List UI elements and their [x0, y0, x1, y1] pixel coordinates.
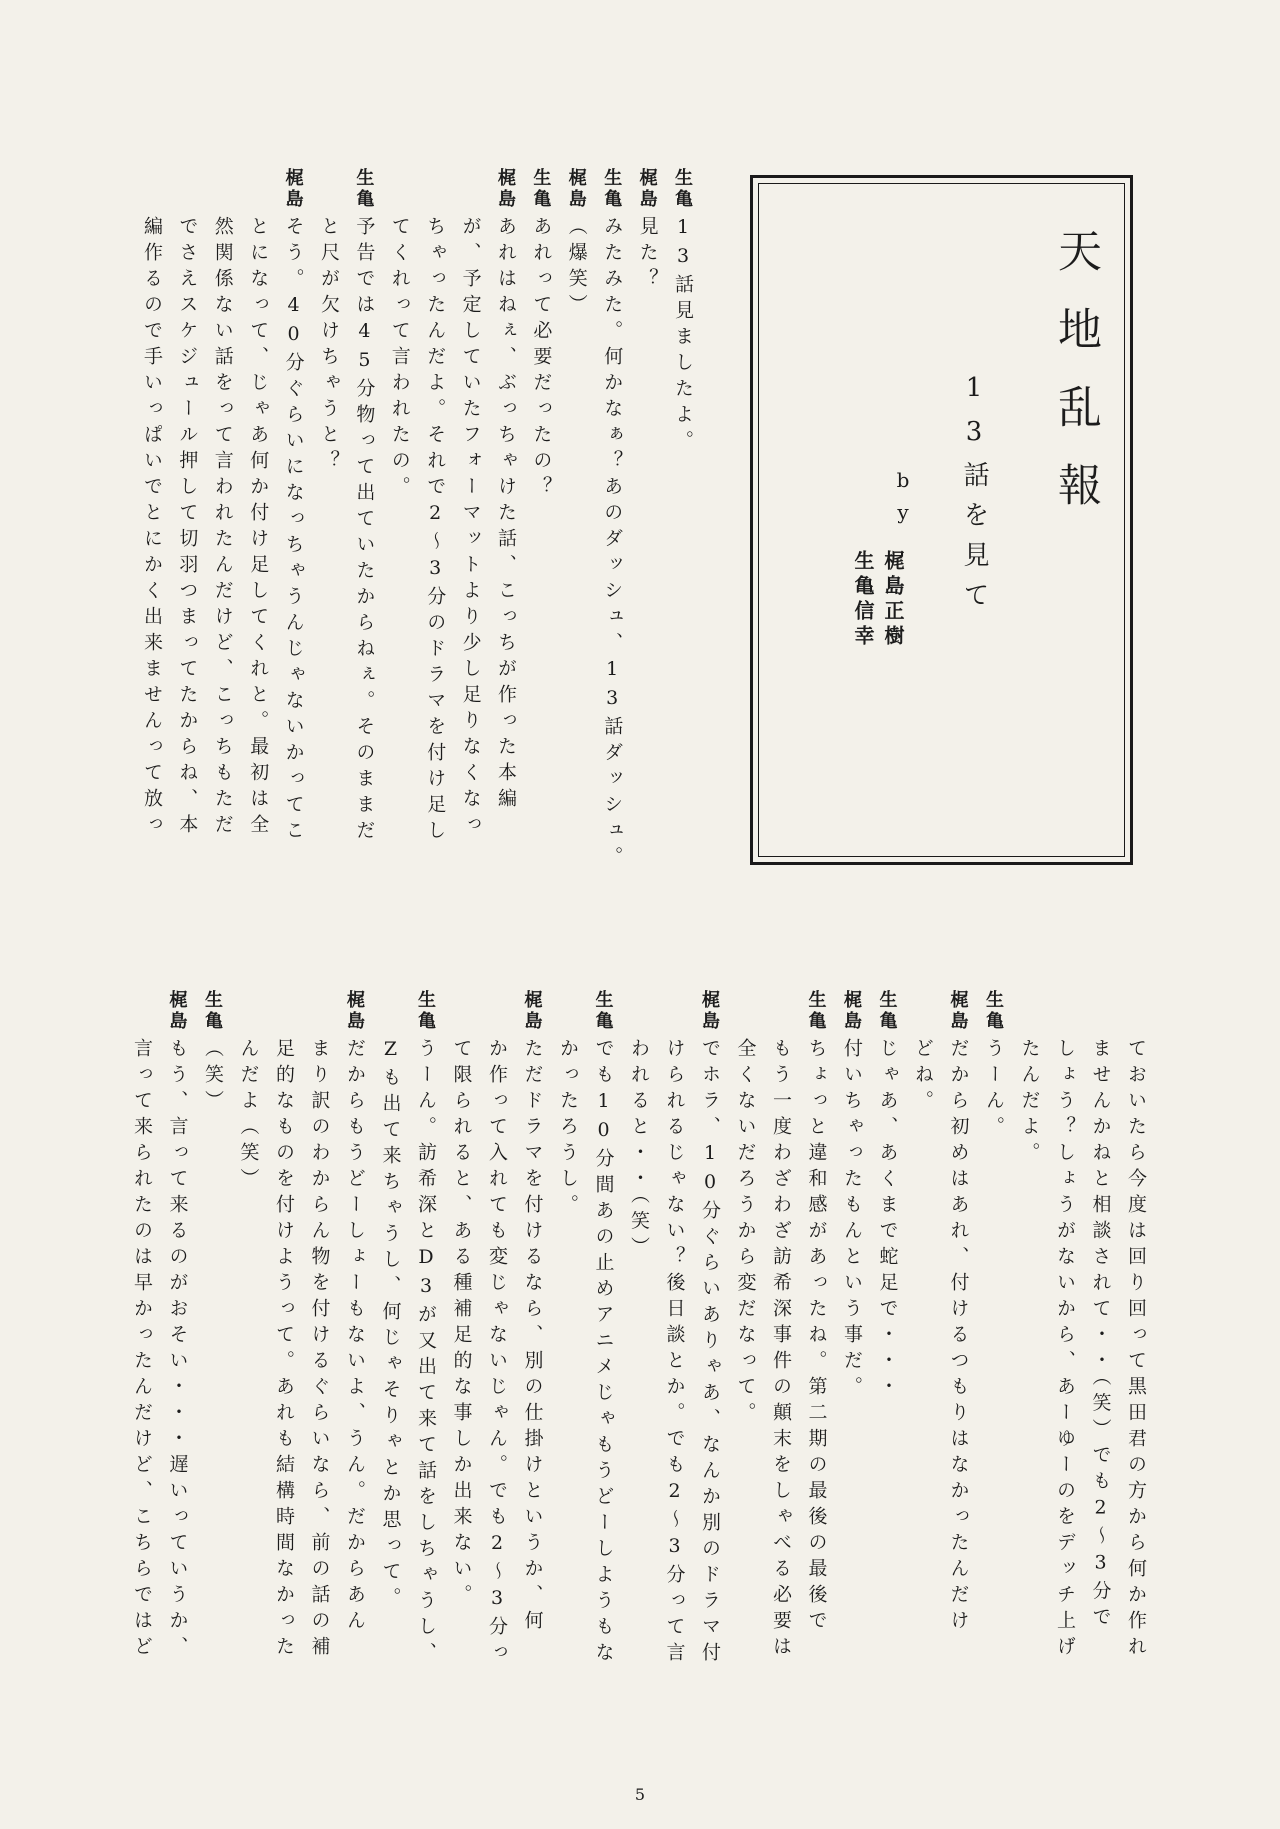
- dialogue-line: しょう？しょうがないから、あーゆーのをデッチ上げ: [1054, 1038, 1076, 1662]
- dialogue-line: もう、言って来るのがおそい・・・遅いっていうか、: [166, 1038, 189, 1662]
- speaker-label: 生亀: [983, 990, 1004, 1032]
- dialogue-line: みたみた。何かなぁ？あのダッシュ、13話ダッシュ。: [601, 216, 624, 872]
- dialogue-line: だからもうどーしょーもないよ、うん。だからあん: [344, 1038, 366, 1636]
- speaker-label: 生亀: [601, 168, 623, 210]
- dialogue-line: うーん。: [983, 1038, 1005, 1142]
- speaker-label: 生亀: [415, 990, 436, 1032]
- dialogue-line: んだよ（笑）: [237, 1038, 260, 1194]
- dialogue-line: もう一度わざわざ訪希深事件の顛末をしゃべる必要は: [770, 1038, 792, 1662]
- author-1: 梶島正樹: [881, 550, 905, 650]
- speaker-label: 生亀: [353, 168, 375, 210]
- dialogue-line: でも10分間あの止めアニメじゃもうどーしようもな: [592, 1038, 615, 1668]
- dialogue-line: われると・・（笑）: [628, 1038, 650, 1263]
- dialogue-line: ちゃったんだよ。それで2～3分のドラマを付け足し: [424, 216, 447, 846]
- dialogue-line: あれはねぇ、ぶっちゃけた話、こっちが作った本編: [495, 216, 517, 814]
- dialogue-line: 足的なものを付けようって。あれも結構時間なかった: [273, 1038, 295, 1662]
- speaker-label: 生亀: [876, 990, 898, 1032]
- speaker-label: 梶島: [565, 168, 587, 210]
- dialogue-line: じゃあ、あくまで蛇足で・・・: [876, 1038, 899, 1402]
- dialogue-line: て限られると、ある種補足的な事しか出来ない。: [450, 1038, 473, 1610]
- dialogue-line: たんだよ。: [1018, 1038, 1041, 1168]
- dialogue-line: うーん。訪希深とD3が又出て来て話をしちゃうし、: [415, 1038, 437, 1668]
- speaker-label: 生亀: [202, 990, 223, 1032]
- dialogue-line: 付いちゃったもんという事だ。: [841, 1038, 863, 1402]
- speaker-label: 生亀: [672, 168, 693, 210]
- dialogue-line: 然関係ない話をって言われたんだけど、こっちもただ: [211, 216, 234, 840]
- dialogue-line: でホラ、10分ぐらいありゃあ、なんか別のドラマ付: [699, 1038, 721, 1668]
- article-subtitle: 13話を見て: [959, 373, 989, 621]
- dialogue-line: けられるじゃない？後日談とか。でも2～3分って言: [663, 1038, 686, 1668]
- title-box: [750, 175, 1133, 865]
- dialogue-line: てくれって言われたの。: [388, 216, 411, 502]
- dialogue-line: ちょっと違和感があったね。第二期の最後の最後で: [805, 1038, 828, 1636]
- speaker-label: 梶島: [166, 990, 188, 1032]
- article-title: 天地乱報: [1050, 228, 1101, 540]
- dialogue-line: 見た？: [636, 216, 659, 294]
- dialogue-line: か作って入れても変じゃないじゃん。でも2～3分っ: [486, 1038, 508, 1668]
- dialogue-line: ておいたら今度は回り回って黒田君の方から何か作れ: [1125, 1038, 1147, 1662]
- dialogue-line: でさえスケジュール押して切羽つまってたからね、本: [176, 216, 199, 840]
- dialogue-line: 言って来られたのは早かったんだけど、こちらではど: [131, 1038, 153, 1662]
- dialogue-line: Zも出て来ちゃうし、何じゃそりゃとか思って。: [379, 1038, 402, 1613]
- byline: by: [891, 468, 915, 532]
- speaker-label: 生亀: [805, 990, 827, 1032]
- speaker-label: 梶島: [841, 990, 862, 1032]
- dialogue-line: どね。: [912, 1038, 934, 1116]
- speaker-label: 梶島: [636, 168, 658, 210]
- author-2: 生亀信幸: [851, 550, 875, 650]
- dialogue-line: そう。40分ぐらいになっちゃうんじゃないかってこ: [282, 216, 305, 846]
- dialogue-line: （爆笑）: [565, 216, 588, 320]
- dialogue-line: とになって、じゃあ何か付け足してくれと。最初は全: [247, 216, 270, 840]
- speaker-label: 梶島: [947, 990, 969, 1032]
- dialogue-line: 予告では45分物って出ていたからねぇ。そのままだ: [353, 216, 376, 846]
- speaker-label: 梶島: [282, 168, 304, 210]
- speaker-label: 梶島: [495, 168, 516, 210]
- speaker-label: 生亀: [530, 168, 552, 210]
- dialogue-line: まり訳のわからん物を付けるぐらいなら、前の話の補: [308, 1038, 331, 1662]
- speaker-label: 梶島: [699, 990, 720, 1032]
- dialogue-line: あれって必要だったの？: [530, 216, 553, 502]
- dialogue-line: が、予定していたフォーマットより少し足りなくなっ: [459, 216, 482, 840]
- dialogue-line: ただドラマを付けるなら、別の仕掛けというか、何: [521, 1038, 544, 1636]
- dialogue-line: 編作るので手いっぱいでとにかく出来ませんって放っ: [141, 216, 163, 840]
- dialogue-line: だから初めはあれ、付けるつもりはなかったんだけ: [947, 1038, 970, 1636]
- page-number: 5: [634, 1785, 646, 1804]
- dialogue-line: （笑）: [202, 1038, 224, 1116]
- dialogue-line: 13話見ましたよ。: [672, 216, 694, 456]
- dialogue-line: かったろうし。: [557, 1038, 579, 1220]
- speaker-label: 梶島: [344, 990, 365, 1032]
- dialogue-line: と尺が欠けちゃうと？: [318, 216, 340, 476]
- dialogue-line: 全くないだろうから変だなって。: [734, 1038, 757, 1428]
- dialogue-line: ませんかねと相談されて・・（笑）でも2～3分で: [1089, 1038, 1112, 1633]
- speaker-label: 梶島: [521, 990, 543, 1032]
- speaker-label: 生亀: [592, 990, 614, 1032]
